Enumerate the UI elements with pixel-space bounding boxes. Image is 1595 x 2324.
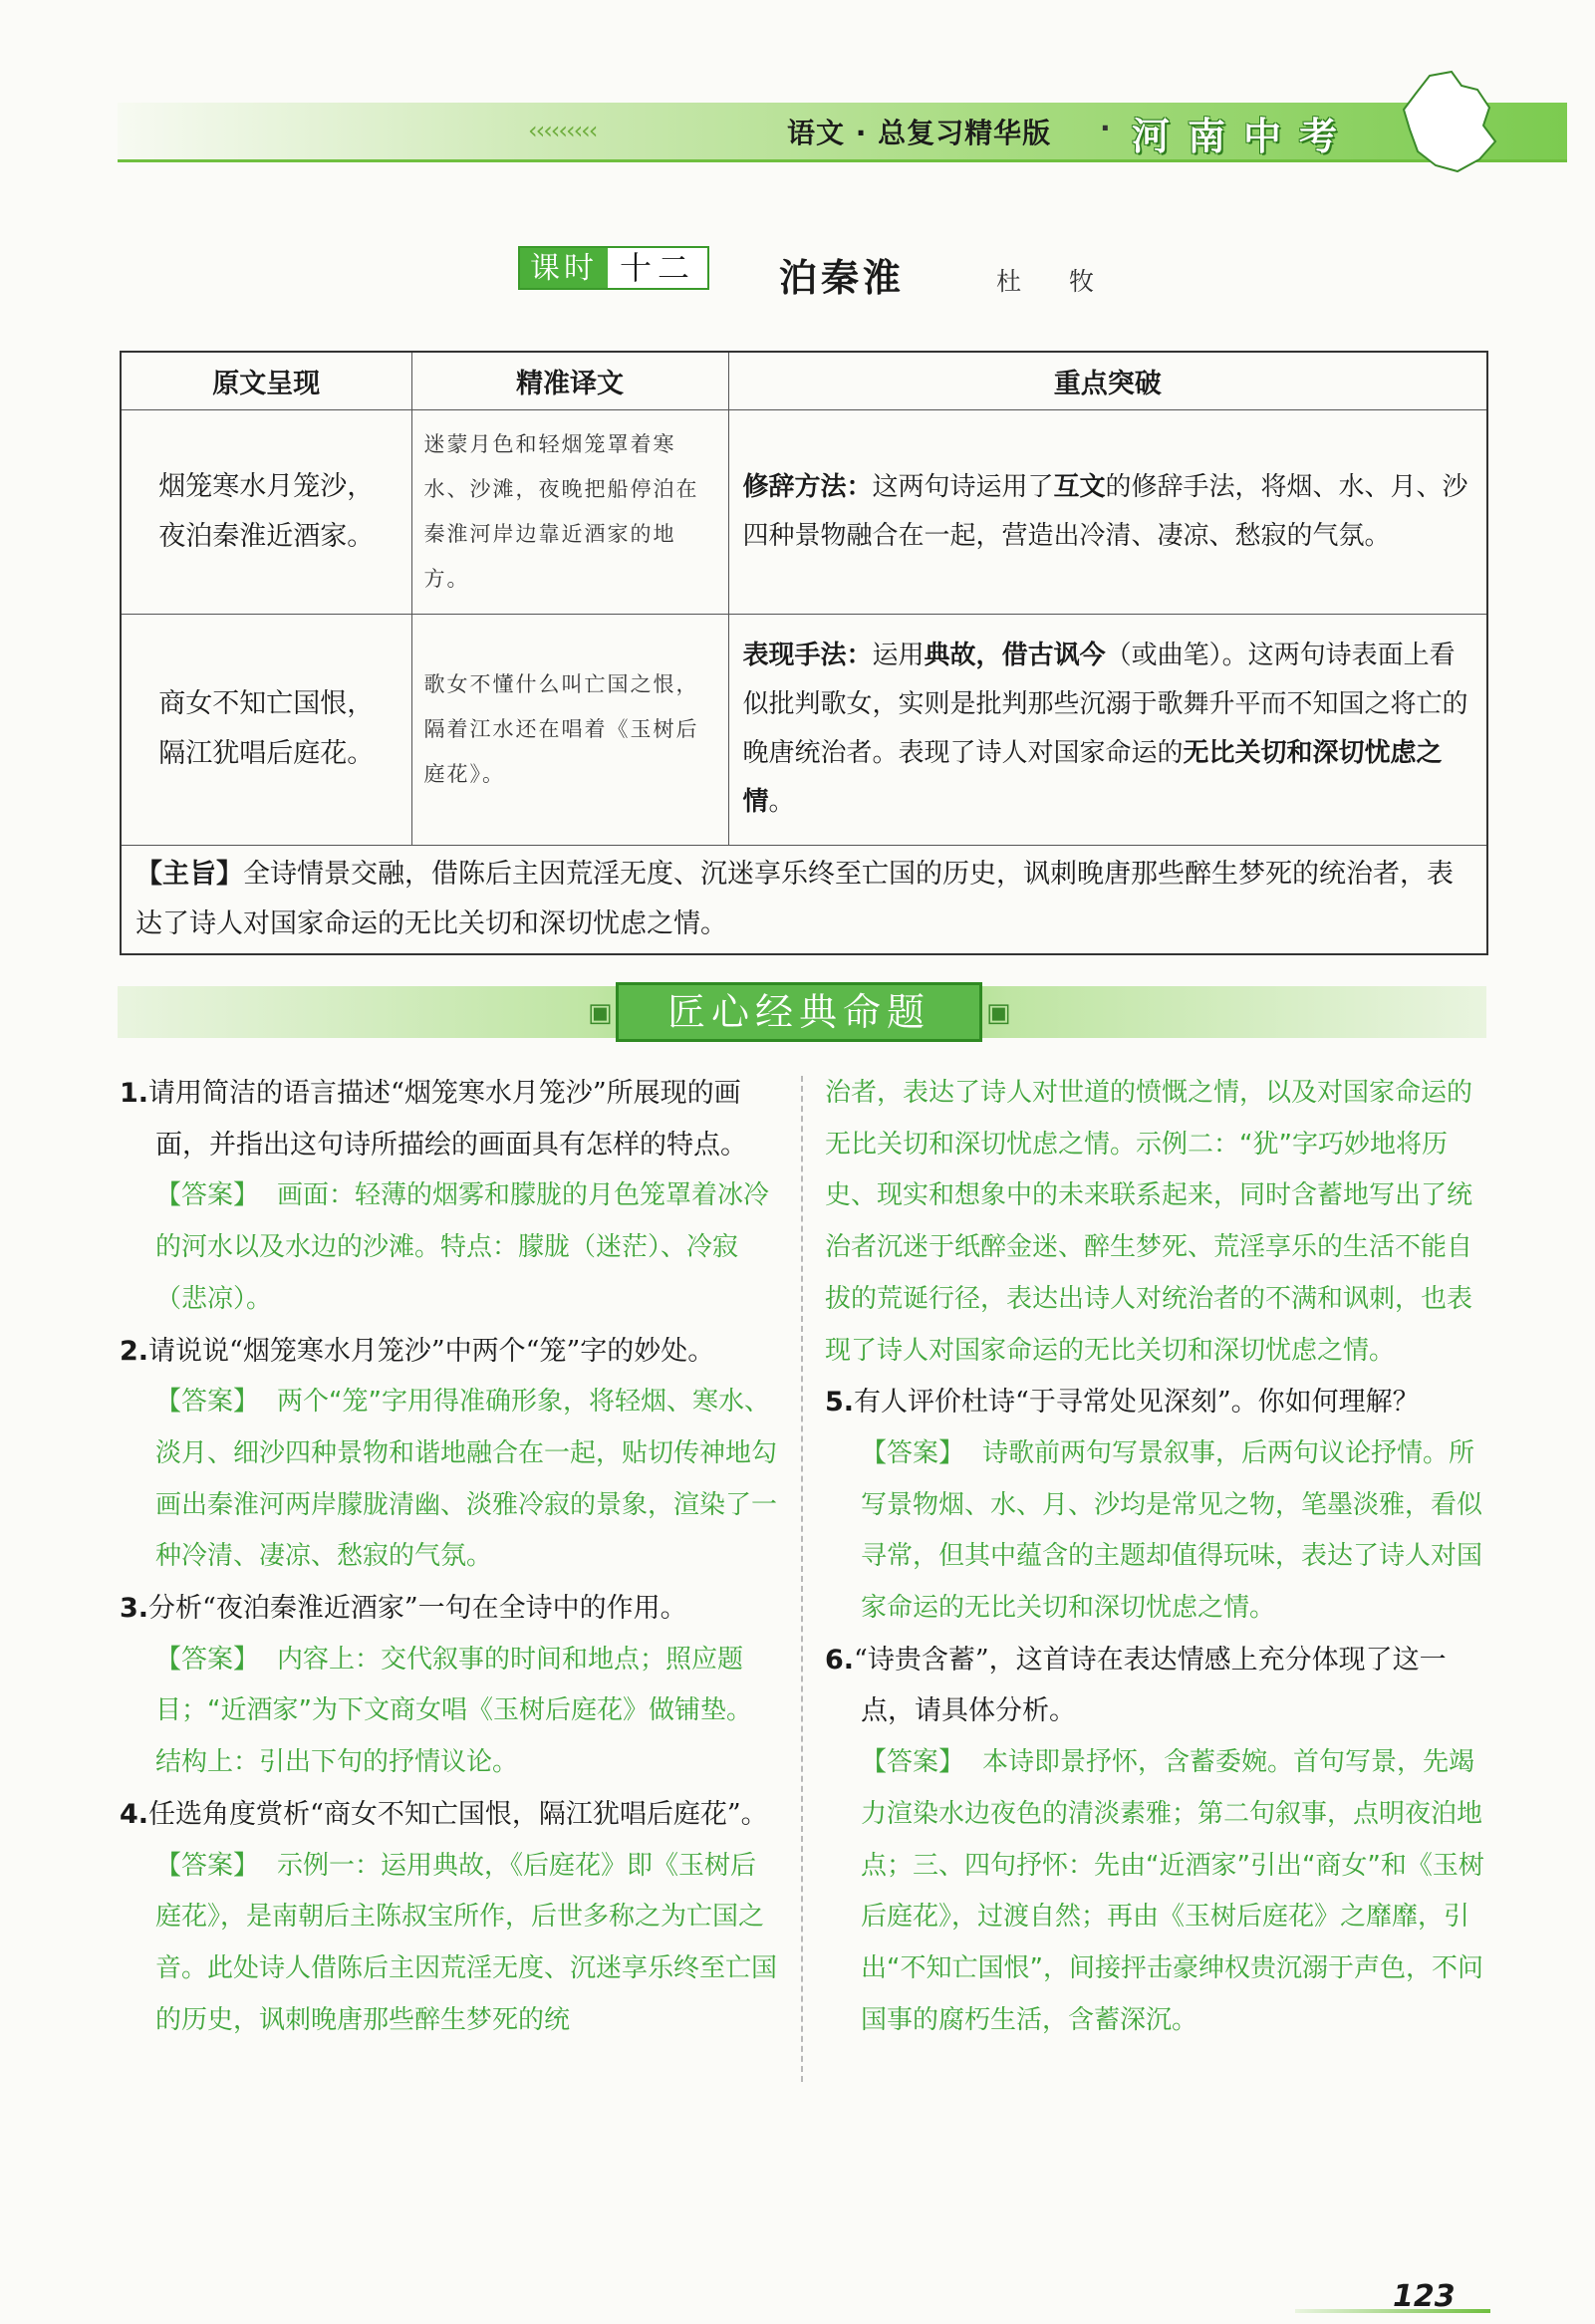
header-book-title: 语文 · 总复习精华版 — [787, 117, 1052, 149]
focus-label: 修辞方法： — [742, 471, 873, 502]
focus-keyword: 无比关切和深切忧虑之情 — [742, 738, 1443, 817]
question-number: 4. — [120, 1798, 149, 1830]
answer — [120, 1170, 777, 1325]
question-number: 3. — [120, 1593, 149, 1625]
focus-cell — [728, 614, 1487, 845]
question-number: 6. — [825, 1644, 855, 1676]
answer-tag: 【答案】 — [155, 1180, 260, 1211]
answer-tag: 【答案】 — [155, 1850, 260, 1881]
ornament-icon: ▣ — [588, 998, 613, 1028]
answer — [120, 1377, 777, 1583]
question-number: 2. — [120, 1335, 149, 1367]
answer — [120, 1635, 777, 1737]
focus-text: 运用 — [872, 641, 925, 670]
question-text: 任选角度赏析“商女不知亡国恨，隔江犹唱后庭花”。 — [148, 1798, 768, 1830]
question — [120, 1326, 777, 1378]
answer-text: 本诗即景抒怀，含蓄委婉。首句写景，先竭力渲染水边夜色的清淡素雅；第二句叙事，点明夜泊地点；三、四句抒怀：先由“近酒家”引出“商女”和《玉树后庭花》，过渡自然；再由《玉树后庭花》之靡靡，引出“不知亡国恨”，间接抨击豪绅权贵沉溺于声色，不问国事的腐朽生活，含蓄深沉。 — [861, 1747, 1484, 2035]
question — [120, 1068, 777, 1170]
poem-author: 杜 牧 — [996, 267, 1114, 296]
theme-cell — [121, 845, 1487, 954]
focus-keyword: 互文 — [1053, 471, 1106, 502]
header-separator: · — [1100, 112, 1111, 144]
original-line: 烟笼寒水月笼沙， — [158, 470, 375, 502]
answer-continuation: 治者，表达了诗人对世道的愤慨之情，以及对国家命运的无比关切和深切忧虑之情。示例二：“犹”字巧妙地将历史、现实和想象中的未来联系起来，同时含蓄地写出了统治者沉迷于纸醉金迷、醉生梦死、荒淫享乐的生活不能自拔的荒诞行径，表达出诗人对统治者的不满和讽刺，也表现了诗人对国家命运的无比关切和深切忧虑之情。 — [825, 1078, 1473, 1366]
answer-tag: 【答案】 — [155, 1644, 260, 1675]
answer-text: 诗歌前两句写景叙事，后两句议论抒情。所写景物烟、水、月、沙均是常见之物，笔墨淡雅，看似寻常，但其中蕴含的主题却值得玩味，表达了诗人对国家命运的无比关切和深切忧虑之情。 — [861, 1437, 1483, 1624]
question-text: 分析“夜泊秦淮近酒家”一句在全诗中的作用。 — [148, 1593, 687, 1625]
question — [120, 1583, 777, 1635]
lesson-badge — [518, 246, 709, 290]
questions-right-column — [825, 1068, 1494, 2046]
question-number: 5. — [825, 1387, 855, 1419]
answer-text: 内容上：交代叙事的时间和地点；照应题目；“近酒家”为下文商女唱《玉树后庭花》做铺垫。 — [155, 1644, 752, 1726]
focus-keyword: 典故 — [924, 641, 976, 670]
question-text: “诗贵含蓄”，这首诗在表达情感上充分体现了这一点，请具体分析。 — [854, 1644, 1447, 1727]
header-original: 原文呈现 — [121, 352, 411, 409]
column-divider — [801, 1076, 803, 2082]
answer — [120, 1841, 777, 2047]
header-translation: 精准译文 — [411, 352, 728, 409]
ornament-icon: ▣ — [986, 998, 1011, 1028]
answer-text: 示例一：运用典故，《后庭花》即《玉树后庭花》，是南朝后主陈叔宝所作，后世多称之为亡国之音。此处诗人借陈后主因荒淫无度、沉迷享乐终至亡国的历史，讽刺晚唐那些醉生梦死的统 — [155, 1850, 778, 2035]
henan-map-icon — [1400, 68, 1499, 177]
answer-continuation: 结构上：引出下句的抒情议论。 — [155, 1747, 519, 1778]
original-line: 隔江犹唱后庭花。 — [158, 738, 375, 769]
question — [825, 1635, 1494, 1737]
header-focus: 重点突破 — [728, 352, 1487, 409]
translation-cell: 歌女不懂什么叫亡国之恨，隔着江水还在唱着《玉树后庭花》。 — [411, 614, 728, 845]
theme-text: 全诗情景交融，借陈后主因荒淫无度、沉迷享乐终至亡国的历史，讽刺晚唐那些醉生梦死的统治者，表达了诗人对国家命运的无比关切和深切忧虑之情。 — [135, 858, 1454, 939]
answer-tag: 【答案】 — [861, 1747, 965, 1778]
table-row — [121, 614, 1487, 845]
header-exam-name: 河南中考 — [1132, 115, 1356, 158]
translation-cell: 迷蒙月色和轻烟笼罩着寒水、沙滩，夜晚把船停泊在秦淮河岸边靠近酒家的地方。 — [411, 409, 728, 614]
answer-text: 两个“笼”字用得准确形象，将轻烟、寒水、淡月、细沙四种景物和谐地融合在一起，贴切传神地勾画出秦淮河两岸朦胧清幽、淡雅冷寂的景象，渲染了一种冷清、凄凉、愁寂的气氛。 — [155, 1387, 778, 1572]
focus-keyword: 借古讽今 — [1001, 641, 1106, 670]
answer-tag: 【答案】 — [861, 1437, 965, 1468]
answer — [825, 1737, 1494, 2046]
table-header-row — [121, 352, 1487, 409]
poem-title: 泊秦淮 — [779, 256, 906, 300]
original-text-cell — [121, 614, 411, 845]
focus-text: 的修辞手法，将烟、水、月、沙四种景物融合在一起，营造出冷清、凄凉、愁寂的气氛。 — [742, 471, 1468, 551]
question-text: 请用简洁的语言描述“烟笼寒水月笼沙”所展现的画面，并指出这句诗所描绘的画面具有怎样的特点。 — [148, 1078, 747, 1161]
original-text-cell — [121, 409, 411, 614]
focus-text: （或曲笔）。这两句诗表面上看似批判歌女，实则是批判那些沉溺于歌舞升平而不知国之将亡的晚唐统治者。表现了诗人对国家命运的 — [742, 641, 1468, 768]
table-row — [121, 409, 1487, 614]
section-title: 匠心经典命题 — [616, 982, 982, 1042]
question-text: 请说说“烟笼寒水月笼沙”中两个“笼”字的妙处。 — [148, 1335, 715, 1367]
question — [120, 1789, 777, 1841]
focus-text: 这两句诗运用了 — [872, 471, 1054, 502]
questions-left-column — [120, 1068, 777, 2046]
focus-label: 表现手法： — [742, 641, 873, 670]
focus-cell — [728, 409, 1487, 614]
original-line: 夜泊秦淮近酒家。 — [158, 520, 375, 552]
focus-text: 。 — [768, 787, 795, 817]
poem-analysis-table — [120, 351, 1488, 955]
answer-text: 画面：轻薄的烟雾和朦胧的月色笼罩着冰冷的河水以及水边的沙滩。特点：朦胧（迷茫）、冷寂（悲凉）。 — [155, 1180, 770, 1314]
page-number: 123 — [1393, 2279, 1456, 2314]
question-number: 1. — [120, 1078, 149, 1109]
focus-separator: ， — [975, 641, 1002, 670]
original-line: 商女不知亡国恨， — [158, 688, 375, 719]
header-arrows: ‹‹‹‹‹‹‹‹‹ — [528, 117, 597, 144]
question-text: 有人评价杜诗“于寻常处见深刻”。你如何理解？ — [854, 1387, 1420, 1419]
lesson-label: 课时 — [520, 248, 608, 288]
theme-row — [121, 845, 1487, 954]
theme-label: 【主旨】 — [135, 858, 243, 890]
lesson-number: 十二 — [608, 248, 707, 288]
question — [825, 1377, 1494, 1428]
answer — [825, 1428, 1494, 1635]
answer-tag: 【答案】 — [155, 1387, 260, 1418]
